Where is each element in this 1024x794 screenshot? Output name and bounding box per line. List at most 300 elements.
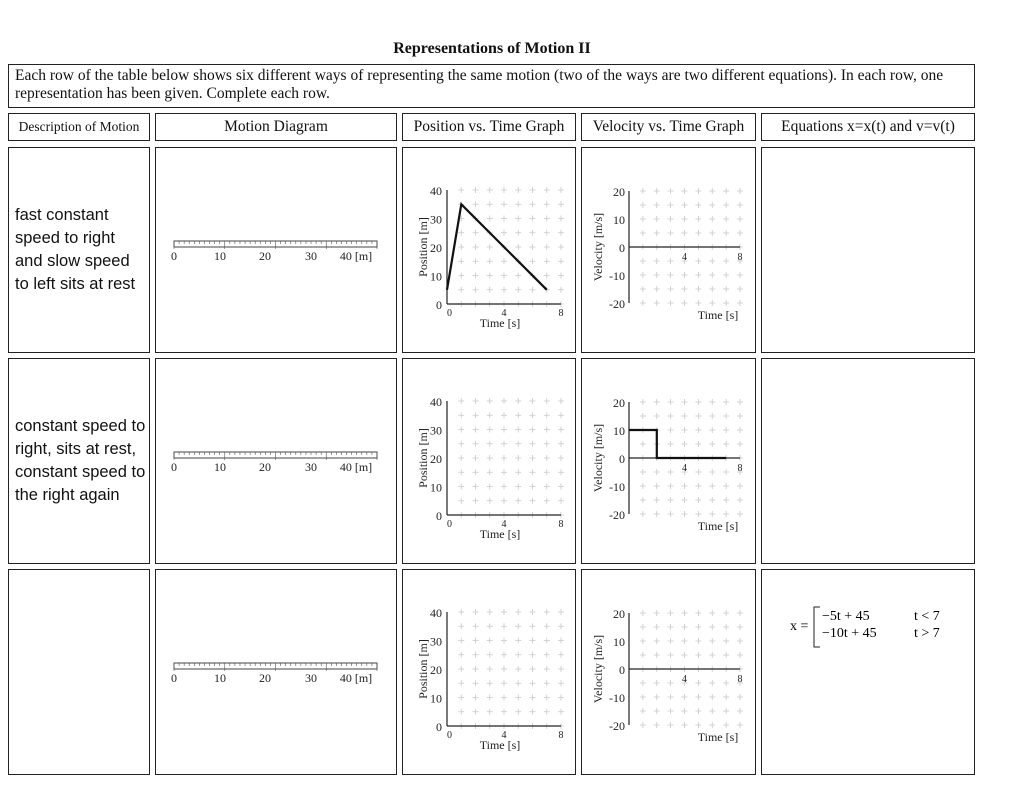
grid-mark	[695, 610, 701, 616]
grid-mark	[668, 216, 674, 222]
velocity-x-axis-label: Time [s]	[697, 308, 739, 322]
grid-mark	[737, 300, 743, 306]
grid-mark	[530, 680, 536, 686]
position-y-tick-label: 10	[430, 480, 442, 495]
grid-mark	[682, 722, 688, 728]
grid-mark	[458, 244, 464, 250]
grid-mark	[458, 258, 464, 264]
grid-mark	[695, 300, 701, 306]
grid-mark	[487, 216, 493, 222]
grid-mark	[723, 469, 729, 475]
grid-mark	[668, 680, 674, 686]
grid-mark	[709, 638, 715, 644]
grid-mark	[709, 202, 715, 208]
description-text	[15, 415, 145, 507]
velocity-y-tick-label: 10	[613, 424, 625, 438]
grid-mark	[487, 273, 493, 279]
grid-mark	[544, 680, 550, 686]
grid-mark	[544, 216, 550, 222]
grid-mark	[709, 258, 715, 264]
grid-mark	[654, 722, 660, 728]
grid-mark	[668, 300, 674, 306]
grid-mark	[501, 609, 507, 615]
grid-mark	[544, 638, 550, 644]
velocity-graph-cell[interactable]	[581, 147, 756, 353]
position-x-tick-label: 8	[558, 519, 564, 530]
position-graph-cell[interactable]	[402, 358, 576, 564]
grid-mark	[695, 497, 701, 503]
graph-grid	[458, 609, 564, 729]
grid-mark	[682, 300, 688, 306]
grid-mark	[709, 413, 715, 419]
grid-mark	[709, 511, 715, 517]
grid-mark	[515, 666, 521, 672]
grid-mark	[723, 483, 729, 489]
velocity-y-tick-label: -10	[609, 691, 625, 705]
grid-mark	[654, 202, 660, 208]
ruler-tick-label: 40 [m]	[339, 249, 373, 263]
grid-mark	[544, 609, 550, 615]
grid-mark	[668, 258, 674, 264]
grid-mark	[682, 497, 688, 503]
grid-mark	[640, 441, 646, 447]
ruler-tick-label: 0	[171, 460, 177, 474]
grid-mark	[530, 230, 536, 236]
grid-mark	[487, 427, 493, 433]
grid-mark	[530, 287, 536, 293]
grid-mark	[668, 708, 674, 714]
grid-mark	[640, 694, 646, 700]
position-ruler	[171, 241, 377, 263]
grid-mark	[558, 201, 564, 207]
ruler-tick-label: 30	[305, 671, 317, 685]
grid-mark	[458, 638, 464, 644]
ruler-tick-label: 20	[259, 249, 271, 263]
equation-lhs: x =	[790, 619, 809, 634]
grid-mark	[654, 652, 660, 658]
ruler-tick-label: 20	[259, 671, 271, 685]
grid-mark	[544, 412, 550, 418]
grid-mark	[640, 413, 646, 419]
grid-mark	[654, 511, 660, 517]
grid-mark	[487, 709, 493, 715]
grid-mark	[558, 680, 564, 686]
grid-mark	[458, 609, 464, 615]
equations-cell[interactable]	[761, 147, 975, 353]
description-cell[interactable]	[8, 569, 150, 775]
grid-mark	[544, 273, 550, 279]
grid-mark	[501, 652, 507, 658]
grid-mark	[515, 244, 521, 250]
grid-mark	[654, 286, 660, 292]
position-y-tick-label: 10	[430, 269, 442, 284]
grid-mark	[487, 623, 493, 629]
grid-mark	[558, 695, 564, 701]
velocity-y-tick-label: 20	[613, 396, 625, 410]
position-vs-time-graph	[403, 148, 575, 352]
grid-mark	[695, 638, 701, 644]
grid-mark	[473, 201, 479, 207]
velocity-graph-cell[interactable]	[581, 358, 756, 564]
grid-mark	[544, 427, 550, 433]
grid-mark	[487, 484, 493, 490]
grid-mark	[682, 511, 688, 517]
description-line: and slow speed	[15, 252, 130, 270]
equations-cell[interactable]	[761, 569, 975, 775]
grid-mark	[515, 441, 521, 447]
grid-mark	[695, 708, 701, 714]
grid-mark	[473, 680, 479, 686]
velocity-y-tick-label: 20	[613, 607, 625, 621]
grid-mark	[654, 708, 660, 714]
position-y-tick-label: 30	[430, 634, 442, 649]
grid-mark	[723, 708, 729, 714]
grid-mark	[458, 623, 464, 629]
equation-case-1: −5t + 45	[822, 609, 870, 624]
grid-mark	[640, 216, 646, 222]
grid-mark	[640, 511, 646, 517]
grid-mark	[530, 709, 536, 715]
grid-mark	[737, 652, 743, 658]
grid-mark	[530, 455, 536, 461]
grid-mark	[695, 624, 701, 630]
description-cell[interactable]	[8, 147, 150, 353]
velocity-y-tick-label: 0	[619, 663, 625, 677]
grid-mark	[458, 441, 464, 447]
grid-mark	[487, 680, 493, 686]
description-line: fast constant	[15, 206, 109, 224]
motion-diagram	[156, 148, 396, 352]
grid-mark	[737, 638, 743, 644]
grid-mark	[558, 273, 564, 279]
grid-mark	[682, 413, 688, 419]
grid-mark	[473, 273, 479, 279]
grid-mark	[654, 610, 660, 616]
grid-mark	[458, 680, 464, 686]
grid-mark	[640, 610, 646, 616]
grid-mark	[682, 272, 688, 278]
grid-mark	[640, 680, 646, 686]
velocity-x-tick-label: 4	[682, 463, 687, 474]
grid-mark	[723, 216, 729, 222]
grid-mark	[695, 722, 701, 728]
grid-mark	[473, 709, 479, 715]
equation-condition-2: t > 7	[914, 626, 940, 641]
grid-mark	[473, 623, 479, 629]
grid-mark	[737, 483, 743, 489]
grid-mark	[640, 483, 646, 489]
grid-mark	[458, 498, 464, 504]
grid-mark	[501, 398, 507, 404]
grid-mark	[723, 694, 729, 700]
grid-mark	[544, 652, 550, 658]
grid-mark	[458, 230, 464, 236]
grid-mark	[530, 244, 536, 250]
velocity-y-tick-label: 0	[619, 452, 625, 466]
grid-mark	[501, 695, 507, 701]
grid-mark	[515, 623, 521, 629]
grid-mark	[695, 413, 701, 419]
grid-mark	[473, 666, 479, 672]
grid-mark	[544, 695, 550, 701]
position-graph-cell[interactable]	[402, 147, 576, 353]
grid-mark	[487, 398, 493, 404]
velocity-y-tick-label: 0	[619, 241, 625, 255]
grid-mark	[640, 258, 646, 264]
grid-mark	[682, 441, 688, 447]
grid-mark	[501, 187, 507, 193]
grid-mark	[709, 188, 715, 194]
grid-mark	[515, 498, 521, 504]
grid-mark	[682, 652, 688, 658]
grid-mark	[458, 273, 464, 279]
grid-mark	[515, 201, 521, 207]
grid-mark	[530, 695, 536, 701]
grid-mark	[544, 258, 550, 264]
equations-cell[interactable]	[761, 358, 975, 564]
grid-mark	[695, 202, 701, 208]
description-text	[15, 204, 135, 296]
grid-mark	[544, 187, 550, 193]
grid-mark	[458, 398, 464, 404]
grid-mark	[654, 638, 660, 644]
grid-mark	[558, 469, 564, 475]
grid-mark	[473, 609, 479, 615]
grid-mark	[737, 286, 743, 292]
grid-mark	[515, 273, 521, 279]
grid-mark	[695, 272, 701, 278]
velocity-graph-cell[interactable]	[581, 569, 756, 775]
position-y-tick-label: 20	[430, 241, 442, 255]
velocity-y-tick-label: -20	[609, 297, 625, 311]
grid-mark	[737, 202, 743, 208]
grid-mark	[544, 441, 550, 447]
position-y-tick-label: 40	[430, 184, 442, 198]
grid-mark	[558, 638, 564, 644]
grid-mark	[709, 427, 715, 433]
motion-diagram-cell[interactable]	[155, 358, 397, 564]
position-y-tick-label: 0	[436, 509, 442, 523]
velocity-vs-time-graph	[582, 148, 755, 352]
grid-mark	[709, 300, 715, 306]
grid-mark	[723, 638, 729, 644]
position-y-tick-label: 10	[430, 691, 442, 706]
grid-mark	[501, 287, 507, 293]
header-motion-diagram: Motion Diagram	[155, 113, 397, 141]
position-x-axis-label: Time [s]	[479, 738, 521, 752]
grid-mark	[654, 230, 660, 236]
position-x-tick-label: 4	[501, 308, 507, 319]
grid-mark	[458, 187, 464, 193]
description-line: the right again	[15, 486, 120, 504]
grid-mark	[558, 427, 564, 433]
grid-mark	[558, 709, 564, 715]
grid-mark	[737, 272, 743, 278]
grid-mark	[473, 652, 479, 658]
grid-mark	[487, 638, 493, 644]
grid-mark	[458, 709, 464, 715]
velocity-x-tick-label: 8	[737, 252, 743, 263]
grid-mark	[695, 441, 701, 447]
grid-mark	[473, 287, 479, 293]
grid-mark	[458, 455, 464, 461]
grid-mark	[530, 666, 536, 672]
grid-mark	[501, 412, 507, 418]
grid-mark	[737, 694, 743, 700]
grid-mark	[640, 652, 646, 658]
velocity-y-tick-label: -10	[609, 480, 625, 494]
grid-mark	[737, 216, 743, 222]
velocity-y-tick-label: 10	[613, 635, 625, 649]
position-x-tick-label: 0	[447, 730, 452, 741]
position-graph-cell[interactable]	[402, 569, 576, 775]
velocity-y-tick-label: -20	[609, 508, 625, 522]
grid-mark	[668, 624, 674, 630]
position-x-tick-label: 0	[447, 308, 452, 319]
grid-mark	[473, 695, 479, 701]
grid-mark	[487, 666, 493, 672]
position-y-tick-label: 0	[436, 298, 442, 312]
grid-mark	[558, 230, 564, 236]
grid-mark	[737, 722, 743, 728]
position-x-tick-label: 8	[558, 730, 564, 741]
grid-mark	[473, 484, 479, 490]
velocity-y-axis-label: Velocity [m/s]	[591, 634, 605, 704]
grid-mark	[515, 455, 521, 461]
grid-mark	[682, 427, 688, 433]
grid-mark	[530, 609, 536, 615]
grid-mark	[558, 398, 564, 404]
grid-mark	[682, 399, 688, 405]
grid-mark	[530, 498, 536, 504]
grid-mark	[723, 652, 729, 658]
grid-mark	[654, 300, 660, 306]
grid-mark	[544, 244, 550, 250]
graph-grid	[458, 398, 564, 518]
grid-mark	[723, 511, 729, 517]
grid-mark	[709, 624, 715, 630]
position-y-axis-label: Position [m]	[416, 428, 430, 488]
grid-mark	[723, 230, 729, 236]
grid-mark	[709, 230, 715, 236]
graph-grid	[458, 187, 564, 307]
grid-mark	[558, 244, 564, 250]
grid-mark	[501, 441, 507, 447]
grid-mark	[682, 188, 688, 194]
grid-mark	[668, 272, 674, 278]
grid-mark	[668, 413, 674, 419]
grid-mark	[723, 610, 729, 616]
grid-mark	[501, 230, 507, 236]
velocity-x-tick-label: 4	[682, 252, 687, 263]
grid-mark	[558, 216, 564, 222]
grid-mark	[737, 708, 743, 714]
grid-mark	[709, 694, 715, 700]
grid-mark	[654, 469, 660, 475]
grid-mark	[682, 708, 688, 714]
motion-diagram-cell[interactable]	[155, 147, 397, 353]
grid-mark	[515, 695, 521, 701]
grid-mark	[709, 441, 715, 447]
position-y-axis-label: Position [m]	[416, 639, 430, 699]
grid-mark	[682, 483, 688, 489]
grid-mark	[558, 666, 564, 672]
grid-mark	[640, 722, 646, 728]
grid-mark	[558, 623, 564, 629]
grid-mark	[723, 286, 729, 292]
grid-mark	[530, 398, 536, 404]
grid-mark	[682, 694, 688, 700]
grid-mark	[695, 286, 701, 292]
position-y-axis-label: Position [m]	[416, 217, 430, 277]
grid-mark	[654, 624, 660, 630]
position-x-axis-label: Time [s]	[479, 316, 521, 330]
grid-mark	[458, 695, 464, 701]
motion-diagram-cell[interactable]	[155, 569, 397, 775]
grid-mark	[501, 484, 507, 490]
grid-mark	[654, 258, 660, 264]
grid-mark	[530, 258, 536, 264]
description-cell[interactable]	[8, 358, 150, 564]
grid-mark	[640, 624, 646, 630]
grid-mark	[723, 202, 729, 208]
grid-mark	[695, 469, 701, 475]
velocity-y-axis-label: Velocity [m/s]	[591, 212, 605, 282]
description-line: right, sits at rest,	[15, 440, 137, 458]
velocity-y-axis-label: Velocity [m/s]	[591, 423, 605, 493]
grid-mark	[515, 398, 521, 404]
grid-mark	[558, 652, 564, 658]
grid-mark	[473, 441, 479, 447]
grid-mark	[544, 666, 550, 672]
grid-mark	[723, 624, 729, 630]
page-title: Representations of Motion II	[393, 40, 591, 57]
grid-mark	[668, 638, 674, 644]
velocity-vs-time-graph	[582, 359, 755, 563]
grid-mark	[530, 469, 536, 475]
position-y-tick-label: 30	[430, 212, 442, 227]
grid-mark	[487, 201, 493, 207]
grid-mark	[515, 469, 521, 475]
piecewise-equation	[762, 570, 974, 774]
grid-mark	[654, 399, 660, 405]
grid-mark	[654, 483, 660, 489]
grid-mark	[530, 412, 536, 418]
grid-mark	[473, 455, 479, 461]
grid-mark	[640, 230, 646, 236]
grid-mark	[487, 187, 493, 193]
grid-mark	[501, 469, 507, 475]
grid-mark	[682, 286, 688, 292]
grid-mark	[668, 399, 674, 405]
description-line: to left sits at rest	[15, 275, 136, 293]
grid-mark	[668, 469, 674, 475]
header-description: Description of Motion	[8, 113, 150, 141]
grid-mark	[709, 722, 715, 728]
equation-bracket	[814, 607, 820, 647]
ruler-tick-label: 20	[259, 460, 271, 474]
grid-mark	[458, 666, 464, 672]
grid-mark	[558, 258, 564, 264]
grid-mark	[709, 680, 715, 686]
grid-mark	[709, 286, 715, 292]
grid-mark	[558, 187, 564, 193]
position-y-tick-label: 20	[430, 452, 442, 466]
description-line: constant speed to	[15, 463, 146, 481]
grid-mark	[458, 484, 464, 490]
grid-mark	[501, 427, 507, 433]
grid-mark	[695, 216, 701, 222]
